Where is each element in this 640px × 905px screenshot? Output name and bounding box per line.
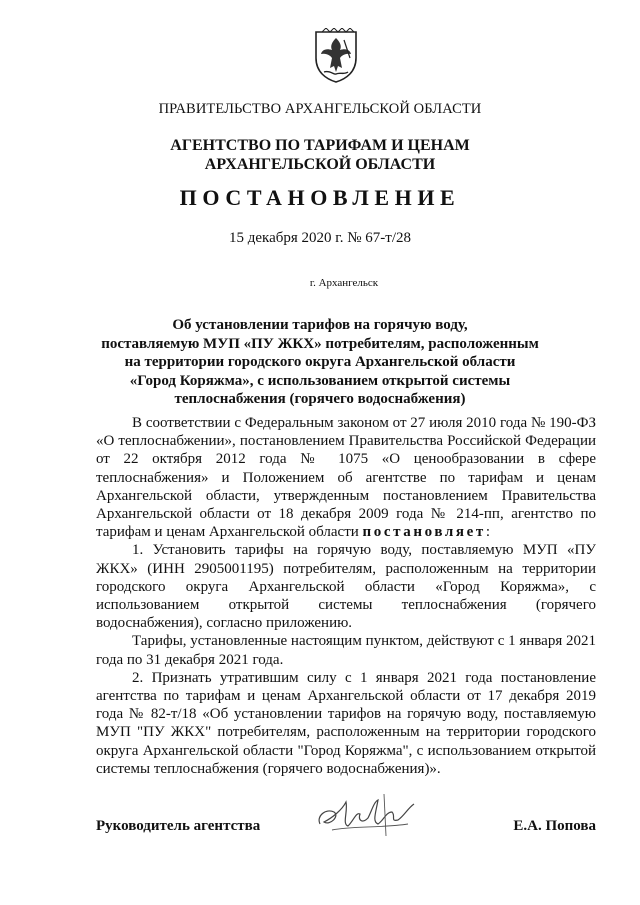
title-line: «Город Коряжма», с использованием открытой системы (129, 372, 511, 389)
preamble-paragraph (96, 414, 596, 541)
item-1-validity-paragraph: Тарифы, установленные настоящим пунктом, действуют с 1 января 2021 года по 31 декабря 2021 года. (96, 633, 596, 668)
title-line: поставляемую МУП «ПУ ЖКХ» потребителям, расположенным (101, 335, 539, 352)
handwritten-signature-icon (312, 790, 422, 840)
date-and-number: 15 декабря 2020 г. № 67-т/28 (228, 230, 412, 246)
government-header: ПРАВИТЕЛЬСТВО АРХАНГЕЛЬСКОЙ ОБЛАСТИ (158, 101, 482, 117)
signatory-position: Руководитель агентства (96, 818, 261, 834)
document-body (96, 414, 596, 778)
signatory-name: Е.А. Попова (513, 818, 596, 834)
item-1-paragraph: 1. Установить тарифы на горячую воду, поставляемую МУП «ПУ ЖКХ» (ИНН 2905001195) потребителям, расположенным на территории городского округа Архангельской области «Город Коряжма», с использованием открытой системы теплоснабжения (горячего водоснабжения), согласно приложению. (96, 542, 596, 632)
document-title (0, 316, 640, 409)
document-type: ПОСТАНОВЛЕНИЕ (179, 185, 461, 210)
title-line: на территории городского округа Архангельской области (124, 354, 516, 370)
decree-word: постановляет (362, 524, 486, 541)
city-label: г. Архангельск (309, 277, 379, 289)
coat-of-arms-icon (312, 28, 360, 84)
preamble-text: В соответствии с Федеральным законом от 27 июля 2010 года № 190-ФЗ «О теплоснабжении», постановлением Правительства Российской Федерации от 22 октября 2012 года № 1075 «О ценообразовании в сфере теплоснабжения» и Положением об агентстве по тарифам и ценам Архангельской области, утвержденным постановлением Правительства Архангельской области от 18 декабря 2009 года № 214-пп, агентство по тарифам и ценам Архангельской области (96, 415, 596, 541)
title-line: теплоснабжения (горячего водоснабжения) (174, 391, 466, 407)
agency-name-line-2: АРХАНГЕЛЬСКОЙ ОБЛАСТИ (204, 156, 436, 173)
title-line: Об установлении тарифов на горячую воду, (172, 317, 468, 333)
agency-name-line-1: АГЕНТСТВО ПО ТАРИФАМ И ЦЕНАМ (170, 137, 470, 154)
decree-colon: : (485, 524, 490, 541)
item-2-paragraph: 2. Признать утратившим силу с 1 января 2021 года постановление агентства по тарифам и ценам Архангельской области от 17 декабря 2019 года № 82-т/18 «Об установлении тарифов на горячую воду, поставляемую МУП "ПУ ЖКХ" потребителям, расположенным на территории городского округа Архангельской области "Город Коряжма", с использованием открытой системы теплоснабжения (горячего водоснабжения)». (96, 669, 596, 777)
agency-name (0, 136, 640, 174)
